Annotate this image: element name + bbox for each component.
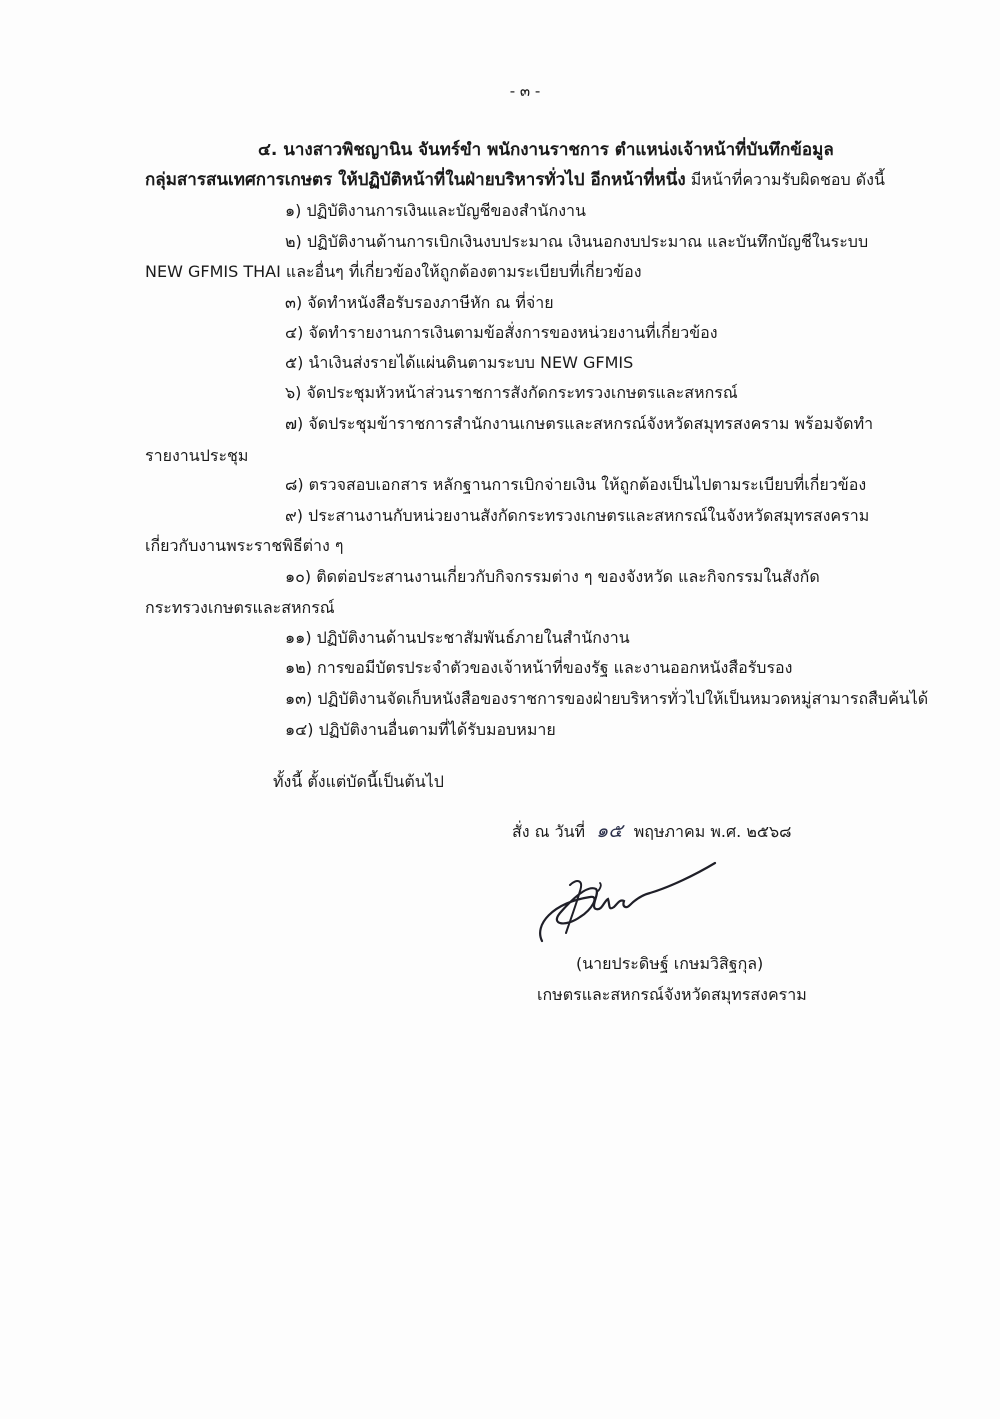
list-item: ๕) นำเงินส่งรายได้แผ่นดินตามระบบ NEW GFMIS [285,353,634,372]
list-item-continuation: NEW GFMIS THAI และอื่นๆ ที่เกี่ยวข้องให้ถูกต้องตามระเบียบที่เกี่ยวข้อง [145,262,642,281]
order-date-prefix: สั่ง ณ วันที่ [512,822,586,841]
list-item: ๙) ประสานงานกับหน่วยงานสังกัดกระทรวงเกษตรและสหกรณ์ในจังหวัดสมุทรสงคราม [285,506,870,525]
list-item-continuation: รายงานประชุม [145,446,249,465]
list-item: ๑๑) ปฏิบัติงานด้านประชาสัมพันธ์ภายในสำนักงาน [285,628,630,647]
heading-line-2 [145,169,885,191]
heading-line-2-bold: กลุ่มสารสนเทศการเกษตร ให้ปฏิบัติหน้าที่ในฝ่ายบริหารทั่วไป อีกหน้าที่หนึ่ง [145,170,686,190]
heading-line-2-rest: มีหน้าที่ความรับผิดชอบ ดังนี้ [685,170,885,189]
list-item: ๔) จัดทำรายงานการเงินตามข้อสั่งการของหน่วยงานที่เกี่ยวข้อง [285,323,718,342]
order-date [512,820,791,843]
list-item: ๘) ตรวจสอบเอกสาร หลักฐานการเบิกจ่ายเงิน ให้ถูกต้องเป็นไปตามระเบียบที่เกี่ยวข้อง [285,475,867,494]
effective-statement: ทั้งนี้ ตั้งแต่บัดนี้เป็นต้นไป [273,772,444,791]
list-item: ๖) จัดประชุมหัวหน้าส่วนราชการสังกัดกระทรวงเกษตรและสหกรณ์ [285,383,738,402]
list-item: ๗) จัดประชุมข้าราชการสำนักงานเกษตรและสหกรณ์จังหวัดสมุทรสงคราม พร้อมจัดทำ [285,414,874,433]
list-item-continuation: เกี่ยวกับงานพระราชพิธีต่าง ๆ [145,536,344,555]
list-item: ๑) ปฏิบัติงานการเงินและบัญชีของสำนักงาน [285,201,586,220]
list-item: ๓) จัดทำหนังสือรับรองภาษีหัก ณ ที่จ่าย [285,293,554,312]
list-item-continuation: กระทรวงเกษตรและสหกรณ์ [145,598,335,617]
list-item: ๑๓) ปฏิบัติงานจัดเก็บหนังสือของราชการของฝ่ายบริหารทั่วไปให้เป็นหมวดหมู่สามารถสืบค้นได้ [285,689,929,708]
list-item: ๑๐) ติดต่อประสานงานเกี่ยวกับกิจกรรมต่าง ๆ ของจังหวัด และกิจกรรมในสังกัด [285,567,820,586]
list-item: ๑๔) ปฏิบัติงานอื่นตามที่ได้รับมอบหมาย [285,720,556,739]
heading-line-1: ๔. นางสาวพิชญานิน จันทร์ขำ พนักงานราชการ ตำแหน่งเจ้าหน้าที่บันทึกข้อมูล [258,140,834,160]
signatory-position: เกษตรและสหกรณ์จังหวัดสมุทรสงคราม [537,985,807,1004]
order-date-day: ๑๕ [596,820,623,842]
list-item: ๑๒) การขอมีบัตรประจำตัวของเจ้าหน้าที่ของรัฐ และงานออกหนังสือรับรอง [285,658,793,677]
page-number: - ๓ - [509,82,541,100]
signatory-name: (นายประดิษฐ์ เกษมวิสิฐกุล) [576,954,764,973]
handwritten-signature [530,855,720,955]
order-date-rest: พฤษภาคม พ.ศ. ๒๕๖๘ [633,822,792,841]
list-item: ๒) ปฏิบัติงานด้านการเบิกเงินงบประมาณ เงินนอกงบประมาณ และบันทึกบัญชีในระบบ [285,232,869,251]
